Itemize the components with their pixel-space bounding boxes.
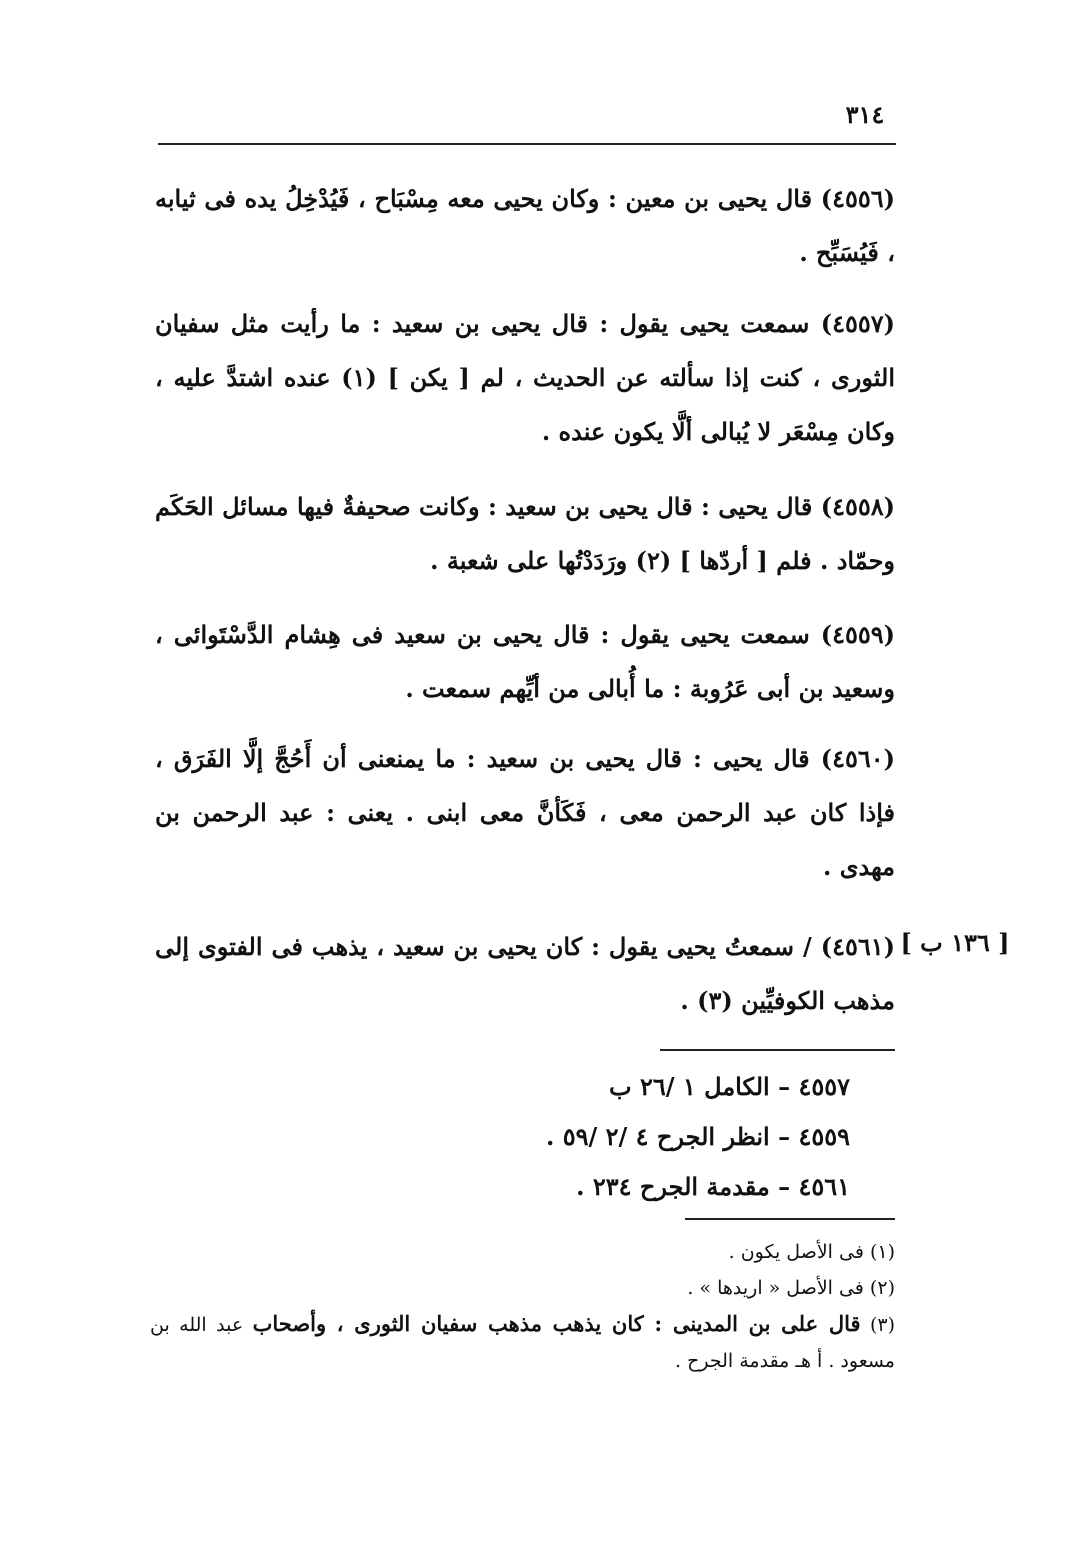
entry-number: (٤٥٥٦)	[820, 184, 895, 213]
footnote-2: (٢) فى الأصل « اريدها » .	[687, 1277, 895, 1299]
entry-text: سمعت يحيى يقول : قال يحيى بن سعيد فى هِشام الدَّسْتَوائى ، وسعيد بن أبى عَرُوبة : ما أُبالى من أيِّهم سمعت .	[155, 620, 895, 703]
reference-item: ٤٥٥٩ – انظر الجرح ٤ /٢ /٥٩ .	[546, 1122, 850, 1151]
entry-text: سمعت يحيى يقول : قال يحيى بن سعيد : ما رأيت مثل سفيان الثورى ، كنت إذا سألته عن الحديث ، لم [ يكن ] (١) عنده اشتدَّ عليه ، وكان مِسْعَر لا يُبالى ألَّا يكون عنده .	[155, 309, 895, 446]
hadith-entry	[155, 297, 895, 459]
manuscript-folio-marker: [ ١٣٦ ب ]	[900, 928, 1010, 957]
hadith-entry	[155, 920, 895, 1028]
footnotes-divider	[685, 1218, 895, 1220]
references-list	[420, 1062, 850, 1212]
reference-item: ٤٥٦١ – مقدمة الجرح ٢٣٤ .	[576, 1172, 850, 1201]
entry-text: قال يحيى : قال يحيى بن سعيد : وكانت صحيفةٌ فيها مسائل الحَكَم وحمّاد . فلم [ أردّها ] (٢) ورَدَدْتُها على شعبة .	[155, 492, 895, 575]
footnote-quote: قال على بن المدينى : كان يذهب مذهب سفيان الثورى ، وأصحاب	[252, 1311, 861, 1336]
entry-number: (٤٥٥٩)	[820, 620, 896, 649]
entry-text: / سمعتُ يحيى يقول : كان يحيى بن سعيد ، يذهب فى الفتوى إلى مذهب الكوفيِّين (٣) .	[155, 932, 895, 1015]
hadith-entry	[155, 608, 895, 716]
entry-number: (٤٥٦١)	[820, 932, 896, 961]
footnote-3	[150, 1306, 895, 1379]
footnote-number: (٣)	[869, 1314, 895, 1336]
references-divider	[660, 1049, 895, 1051]
entry-number: (٤٥٦٠)	[820, 744, 895, 773]
reference-item: ٤٥٥٧ – الكامل ١ /٢٦ ب	[609, 1072, 850, 1101]
entry-number: (٤٥٥٨)	[820, 492, 895, 521]
footnotes	[150, 1234, 895, 1379]
header-divider	[158, 143, 896, 145]
entry-number: (٤٥٥٧)	[820, 309, 896, 338]
footnote-1: (١) فى الأصل يكون .	[728, 1241, 895, 1263]
hadith-entry	[155, 480, 895, 588]
page-number: ٣١٤	[845, 100, 885, 129]
hadith-entry	[155, 732, 895, 894]
entry-text: قال يحيى بن معين : وكان يحيى معه مِسْبَاح ، فَيُدْخِلُ يده فى ثيابه ، فَيُسَبِّح .	[155, 184, 895, 267]
footnote-source: عبد الله بن مسعود . أ هـ مقدمة الجرح .	[150, 1314, 895, 1372]
entry-text: قال يحيى : قال يحيى بن سعيد : ما يمنعنى أن أَحُجَّ إلَّا الفَرَق ، فإذا كان عبد الرحمن معى ، فَكَأنَّ معى ابنى . يعنى : عبد الرحمن بن مهدى .	[155, 744, 895, 881]
hadith-entry	[155, 172, 895, 280]
